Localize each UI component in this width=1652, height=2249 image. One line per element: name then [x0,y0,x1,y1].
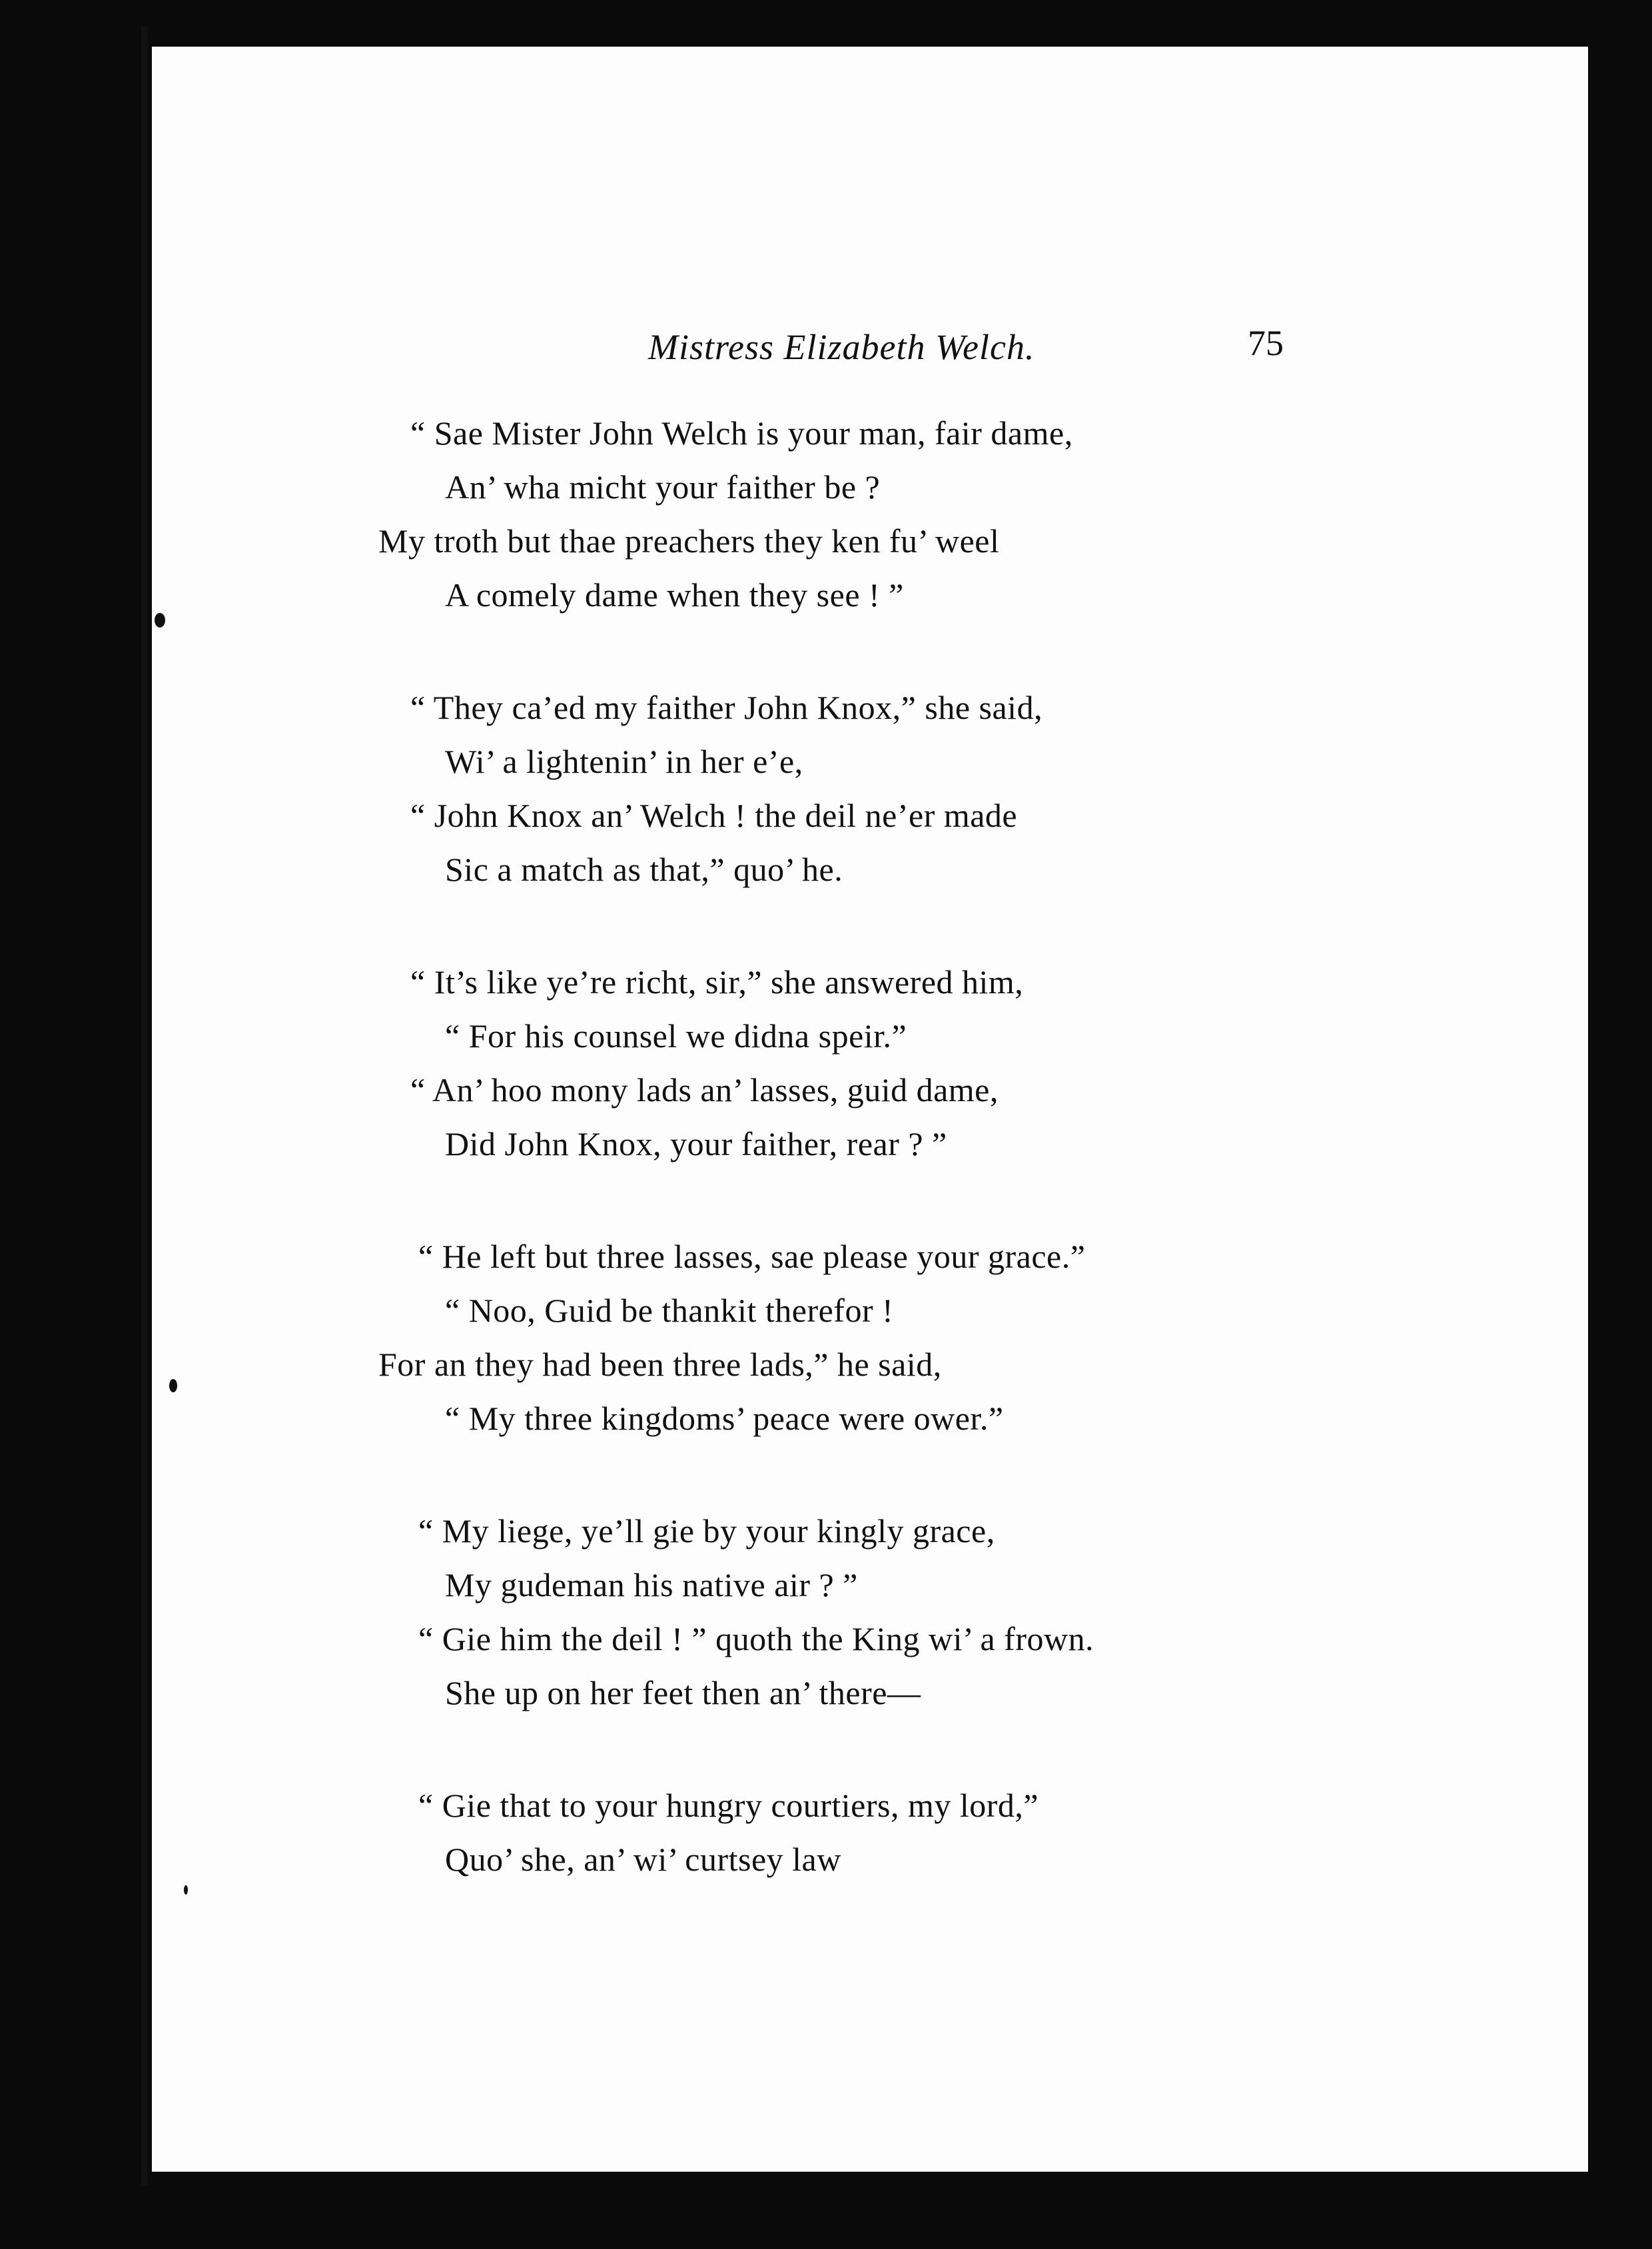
binding-edge [141,27,148,2185]
poem-line: “ John Knox an’ Welch ! the deil ne’er made [410,797,1018,834]
poem-line: “ For his counsel we didna speir.” [445,1017,907,1055]
poem-line: My gudeman his native air ? ” [445,1566,858,1603]
scan-speck [155,613,165,628]
poem-line: Did John Knox, your faither, rear ? ” [445,1125,947,1162]
poem-line: “ My liege, ye’ll gie by your kingly grace, [418,1512,995,1550]
stanza [152,1779,1588,1887]
poem-line: “ It’s like ye’re richt, sir,” she answered him, [410,963,1024,1001]
stanza [152,406,1588,622]
scan-speck [169,1379,177,1392]
poem-line: “ Gie him the deil ! ” quoth the King wi’ a frown. [418,1620,1094,1657]
poem-line: “ An’ hoo mony lads an’ lasses, guid dame, [410,1071,999,1109]
poem-line: “ Sae Mister John Welch is your man, fair dame, [410,414,1073,452]
poem-line: “ My three kingdoms’ peace were ower.” [445,1400,1004,1437]
running-head [152,323,1588,373]
running-title: Mistress Elizabeth Welch. [648,327,1035,367]
book-page [152,47,1588,2172]
poem-line: “ He left but three lasses, sae please your grace.” [418,1238,1086,1275]
poem-line: For an they had been three lads,” he said, [378,1346,942,1383]
poem-line: “ Noo, Guid be thankit therefor ! [445,1292,894,1329]
stanza [152,681,1588,897]
poem-line: Quo’ she, an’ wi’ curtsey law [445,1841,841,1878]
poem-line: Sic a match as that,” quo’ he. [445,851,843,888]
scan-speck [184,1885,188,1895]
poem-line: A comely dame when they see ! ” [445,576,904,614]
page-number: 75 [1248,323,1284,363]
stanza [152,1230,1588,1446]
poem-line: My troth but thae preachers they ken fu’ weel [378,522,1000,560]
poem-line: She up on her feet then an’ there— [445,1674,921,1711]
stanza [152,955,1588,1171]
stanza [152,1504,1588,1720]
poem [152,406,1588,1945]
poem-line: An’ wha micht your faither be ? [445,468,881,506]
poem-line: “ They ca’ed my faither John Knox,” she said, [410,689,1043,726]
poem-line: Wi’ a lightenin’ in her e’e, [445,743,803,780]
poem-line: “ Gie that to your hungry courtiers, my lord,” [418,1787,1039,1824]
